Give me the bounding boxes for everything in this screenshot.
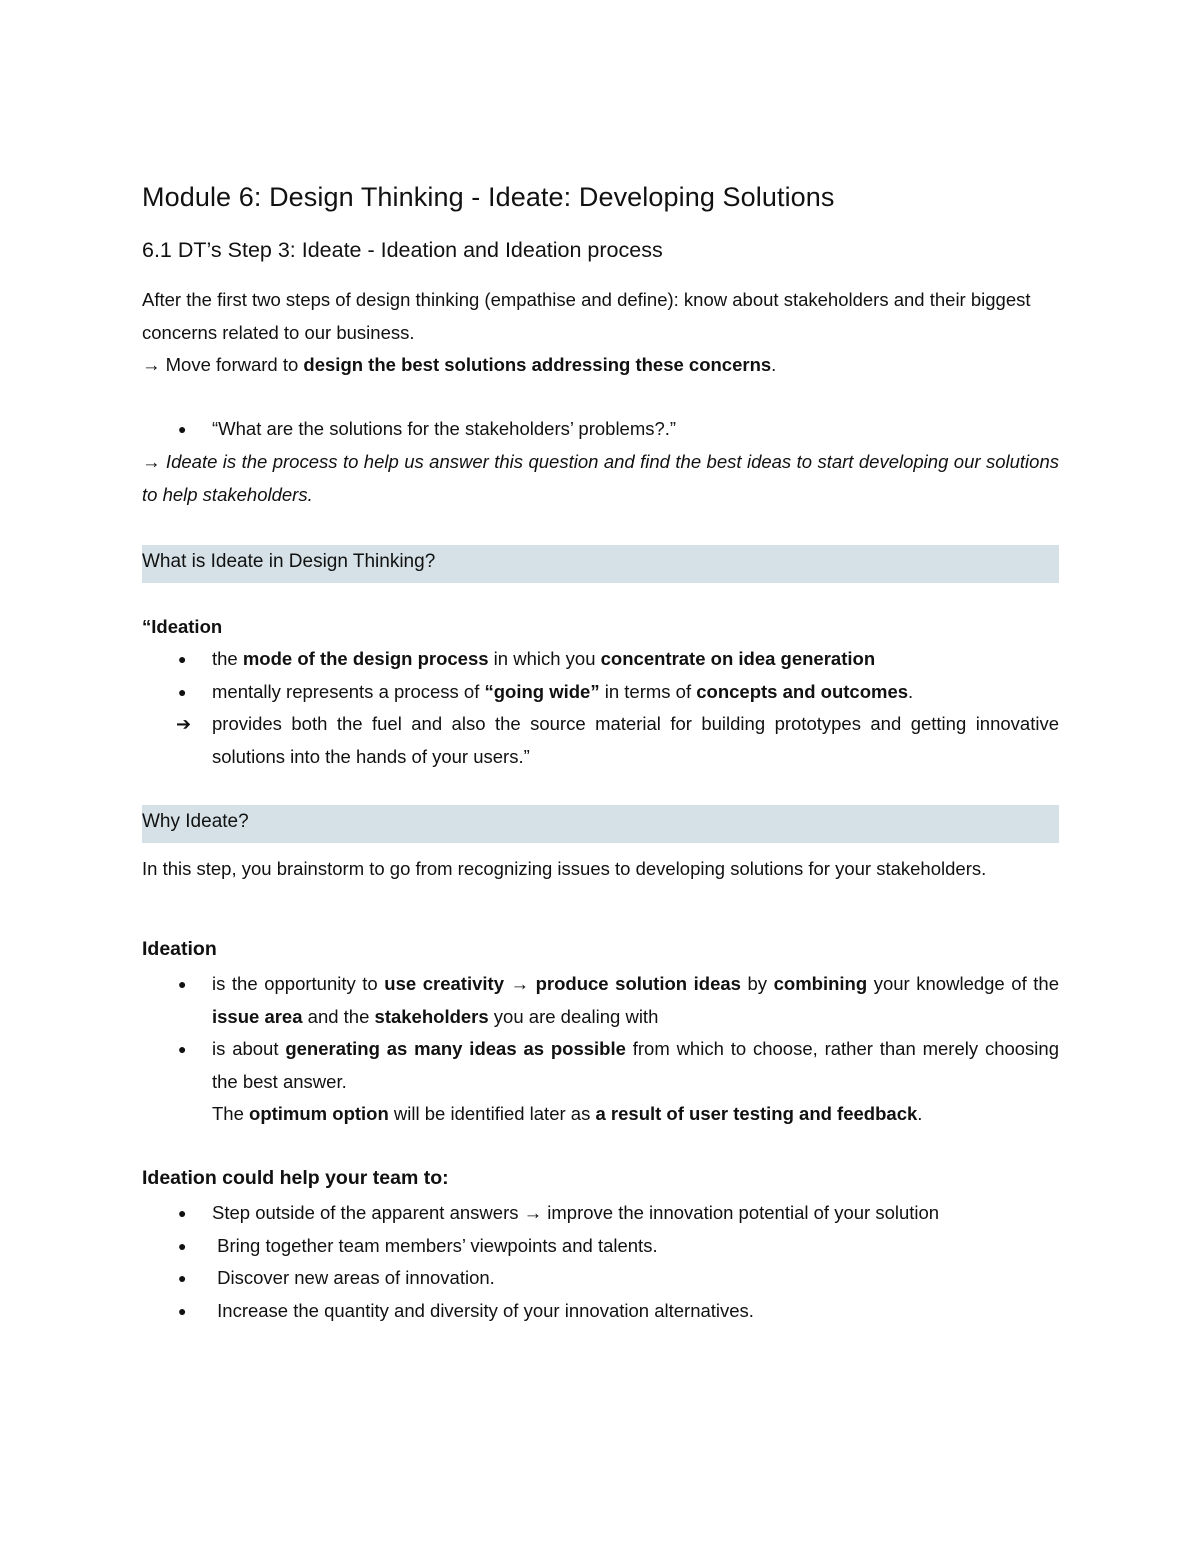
list-item-text: Discover new areas of innovation. [212, 1267, 495, 1288]
list-item [142, 643, 1059, 676]
list-item-text: mentally represents a process of “going wide” in terms of concepts and outcomes. [212, 680, 914, 702]
bullet-icon: ● [178, 976, 187, 992]
ideation-subheading [142, 938, 217, 961]
intro-arrow-line [142, 349, 1059, 382]
intro-arrow-suffix: . [771, 354, 777, 375]
section-heading-text: What is Ideate in Design Thinking? [142, 551, 436, 572]
bullet-icon: ● [178, 1237, 187, 1254]
why-ideate-paragraph: In this step, you brainstorm to go from recognizing issues to developing solutions for your stakeholders. [142, 858, 987, 879]
page-title: Module 6: Design Thinking - Ideate: Developing Solutions [142, 182, 835, 212]
list-item-text: Bring together team members’ viewpoints and talents. [212, 1234, 658, 1256]
list-item [142, 968, 1059, 1033]
list-item-text: is the opportunity to use creativity → produce solution ideas by combining your knowledge of the issue area and the stakeholders you are dealing with [212, 973, 1059, 1027]
ideation-list [142, 968, 1059, 1131]
list-item [142, 708, 1059, 773]
quote-start [142, 611, 1059, 644]
bullet-icon: ● [178, 1270, 187, 1286]
intro-arrow-prefix: → Move forward to [142, 354, 304, 375]
list-item-text: Step outside of the apparent answers → improve the innovation potential of your solution [212, 1202, 940, 1223]
question-list [142, 413, 1059, 446]
section-subtitle: 6.1 DT’s Step 3: Ideate - Ideation and Ideation process [142, 238, 663, 262]
bullet-icon: ● [178, 651, 187, 667]
question-text: “What are the solutions for the stakeholders’ problems?.” [212, 418, 677, 439]
team-help-list [142, 1197, 1059, 1327]
intro-paragraph [142, 284, 1059, 382]
list-item [142, 1197, 1059, 1230]
list-item-text: the mode of the design process in which you concentrate on idea generation [212, 648, 876, 669]
list-item [142, 1230, 1059, 1263]
quote-start-text: “Ideation [142, 616, 223, 637]
list-item-text: Increase the quantity and diversity of your innovation alternatives. [212, 1299, 754, 1321]
list-item-text: is about generating as many ideas as possible from which to choose, rather than merely choosing the best answer. The optimum option will be identified later as a result of user testing and feedback. [212, 1038, 1059, 1124]
section-heading-text: Why Ideate? [142, 811, 249, 832]
bullet-icon: ● [178, 1302, 187, 1319]
bullet-icon: ● [178, 1205, 187, 1221]
ideation-definition-list [142, 643, 1059, 773]
bullet-icon: ● [178, 683, 187, 700]
bullet-icon: ● [178, 1041, 187, 1057]
question-answer: → Ideate is the process to help us answer this question and find the best ideas to start developing our solutions to help stakeholders. [142, 451, 1059, 505]
list-item [142, 1033, 1059, 1131]
ideation-subheading-text: Ideation [142, 938, 217, 960]
list-item [142, 1262, 1059, 1295]
list-item-text: provides both the fuel and also the source material for building prototypes and getting innovative solutions into the hands of your users.” [212, 713, 1059, 767]
bullet-icon: ● [178, 421, 187, 437]
team-help-heading-text: Ideation could help your team to: [142, 1167, 449, 1189]
arrow-icon: ➔ [176, 714, 192, 734]
intro-arrow-bold: design the best solutions addressing these concerns [303, 354, 772, 375]
intro-text: After the first two steps of design thinking (empathise and define): know about stakeholders and their biggest concerns related to our business. [142, 289, 1031, 343]
team-help-heading [142, 1167, 449, 1190]
list-item [142, 676, 1059, 709]
list-item [142, 413, 1059, 446]
list-item [142, 1295, 1059, 1328]
section-heading-why-ideate [142, 805, 1059, 843]
section-heading-what-is-ideate [142, 545, 1059, 583]
